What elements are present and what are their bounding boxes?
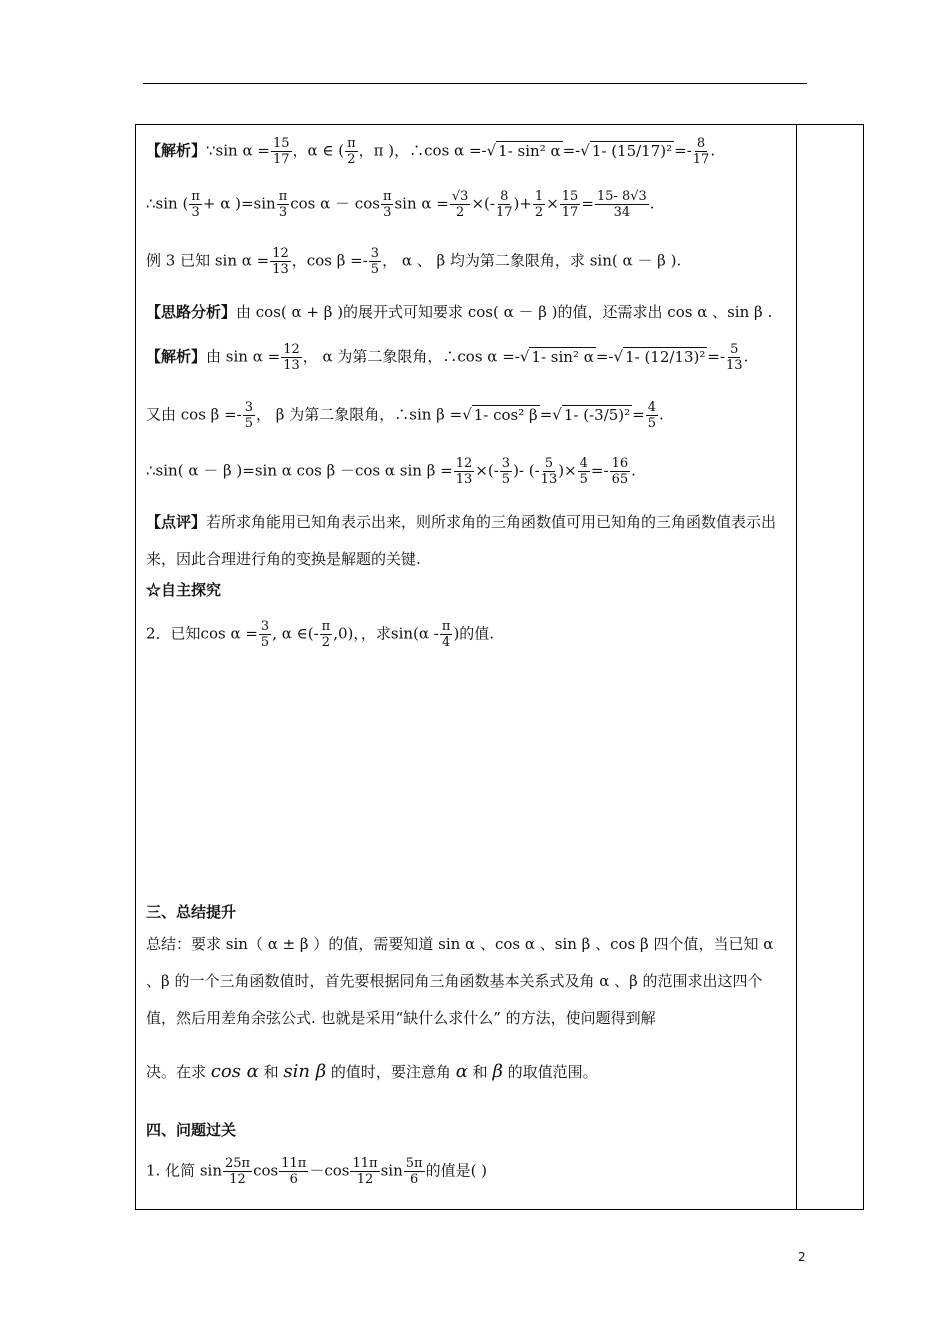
summary-paragraph: 总结：要求 sin（ α ± β ）的值，需要知道 sin α 、cos α 、sin β 、cos β 四个值，当已知 α 、β 的一个三角函数值时，首先要根据同角三角函数基本关系式及角 α 、β 的范围求出这四个值，然后用差角余弦公式. 也就是采用“缺什么求什么” 的方法，使问题得到解 <box>146 935 774 1027</box>
analysis-line-5: ∴sin( α － β )=sin α cos β －cos α sin β = $\frac{12}{13}$ ×(- $\frac{3}{5}$ )- (- $\frac{5}{13}$ )× $\frac{4}{5}$ =- $\frac{16}{65}$ . <box>146 456 636 487</box>
problem-1: 1. 化简 sin $\frac{25\pi}{12}$ cos $\frac{11\pi}{6}$ －cos $\frac{11\pi}{12}$ sin $\frac{5\pi}{6}$ 的值是( ) <box>146 1156 488 1187</box>
fraction: $\frac{12}{13}$ <box>283 342 300 373</box>
content-table <box>135 124 864 1210</box>
fraction: $\frac{\pi}{2}$ <box>321 619 331 650</box>
fraction: $\frac{11\pi}{6}$ <box>281 1156 307 1187</box>
fraction: $\frac{12}{13}$ <box>272 246 289 277</box>
page-number: 2 <box>798 1250 806 1264</box>
question-2: 2．已知cos α = $\frac{3}{5}$ , α ∈(- $\frac{\pi}{2}$ ,0)，，求sin(α - $\frac{\pi}{4}$ )的值. <box>146 619 495 650</box>
fraction: $\frac{5}{13}$ <box>540 456 558 487</box>
example-3: 例 3 已知 sin α = $\frac{12}{13}$ ，cos β =- $\frac{3}{5}$ ， α 、 β 均为第二象限角，求 sin( α － β ). <box>146 246 682 277</box>
table-column-divider <box>796 124 797 1210</box>
fraction: $\frac{1}{2}$ <box>534 189 544 220</box>
fraction: $\frac{3}{5}$ <box>501 456 511 487</box>
fraction: $\frac{25\pi}{12}$ <box>225 1156 251 1187</box>
section-3-heading: 三、总结提升 <box>146 903 237 921</box>
analysis-line-1: 【解析】∵sin α = $\frac{15}{17}$ ，α ∈ ( $\frac{\pi}{2}$ ，π )，∴cos α =-√ 1- sin² α =-√ 1- (15/17)² =- $\frac{8}{17}$ . <box>146 136 716 167</box>
fraction: $\frac{12}{13}$ <box>455 456 473 487</box>
fraction: $\frac{16}{65}$ <box>611 456 629 487</box>
fraction: $\frac{5}{13}$ <box>726 342 743 373</box>
fraction: $\frac{15}{17}$ <box>272 136 290 167</box>
thinking-analysis: 【思路分析】由 cos( α + β )的展开式可知要求 cos( α － β )的值，还需求出 cos α 、sin β . <box>146 303 773 321</box>
section-4-heading: 四、问题过关 <box>146 1121 237 1139</box>
fraction: $\frac{√3}{2}$ <box>451 189 469 220</box>
fraction: $\frac{\pi}{3}$ <box>382 189 392 220</box>
fraction: $\frac{5\pi}{6}$ <box>405 1156 423 1187</box>
fraction: $\frac{\pi}{2}$ <box>347 136 356 167</box>
fraction: $\frac{3}{5}$ <box>370 246 380 277</box>
analysis-line-3: 【解析】由 sin α = $\frac{12}{13}$ ， α 为第二象限角，∴cos α =-√ 1- sin² α =-√ 1- (12/13)² =- $\frac{5}{13}$ . <box>146 342 749 373</box>
fraction: $\frac{8}{17}$ <box>692 136 710 167</box>
fraction: $\frac{\pi}{3}$ <box>278 189 288 220</box>
fraction: $\frac{11\pi}{12}$ <box>352 1156 378 1187</box>
fraction: $\frac{8}{17}$ <box>495 189 513 220</box>
analysis-line-2: ∴sin ( $\frac{\pi}{3}$ + α )=sin $\frac{\pi}{3}$ cos α － cos $\frac{\pi}{3}$ sin α = $\frac{√3}{2}$ ×(- $\frac{8}{17}$ )+ $\frac{1}{2}$ × $\frac{15}{17}$ = $\frac{15- 8√3}{34}$ . <box>146 189 655 220</box>
fraction: $\frac{15- 8√3}{34}$ <box>596 189 647 220</box>
fraction: $\frac{3}{5}$ <box>260 619 270 650</box>
self-exploration-heading: ☆自主探究 <box>146 581 222 599</box>
header-rule <box>143 83 807 84</box>
fraction: $\frac{15}{17}$ <box>561 189 579 220</box>
fraction: $\frac{\pi}{4}$ <box>441 619 451 650</box>
fraction: $\frac{4}{5}$ <box>647 400 657 431</box>
comment-paragraph: 【点评】若所求角能用已知角表示出来，则所求角的三角函数值可用已知角的三角函数值表示出来，因此合理进行角的变换是解题的关键. <box>146 513 777 568</box>
summary-last-line: 决。在求 cos α 和 sin β 的值时，要注意角 α 和 β 的取值范围。 <box>146 1061 598 1082</box>
fraction: $\frac{3}{5}$ <box>244 400 254 431</box>
fraction: $\frac{\pi}{3}$ <box>191 189 200 220</box>
analysis-line-4: 又由 cos β =- $\frac{3}{5}$ ， β 为第二象限角，∴sin β =√ 1- cos² β =√ 1- (-3/5)² = $\frac{4}{5}$ . <box>146 400 664 431</box>
fraction: $\frac{4}{5}$ <box>579 456 588 487</box>
